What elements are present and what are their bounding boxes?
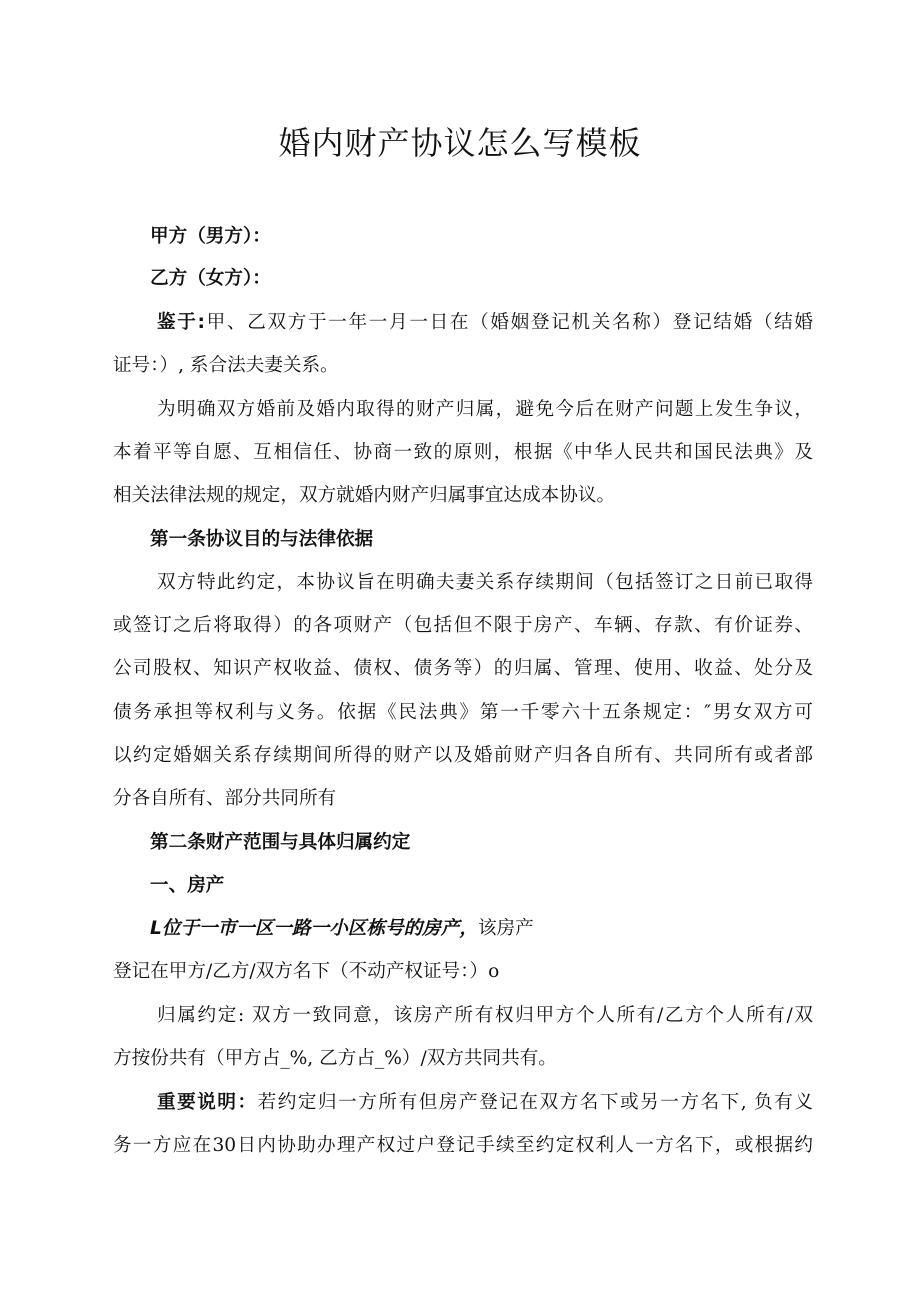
note-line-2: 务一方应在30日内协助办理产权过户登记手续至约定权利人一方名下，或根据约 [113,1135,813,1156]
whereas-label: 鉴于: [157,312,205,333]
purpose-line-1: 为明确双方婚前及婚内取得的财产归属，避免今后在财产问题上发生争议， [157,399,813,420]
house-registration: 登记在甲方/乙方/双方名下（不动产权证号：）o [113,961,500,982]
house-location-rest: 该房产 [477,918,534,939]
article-1-heading: 第一条协议目的与法律依据 [150,529,374,550]
whereas-text-1: 甲、乙双方于一年一月一日在（婚姻登记机关名称）登记结婚（结婚 [204,312,813,333]
ownership-line-2: 方按份共有（甲方占_%, 乙方占_%）/双方共同共有。 [113,1048,557,1069]
article-2-heading: 第二条财产范围与具体归属约定 [150,832,411,853]
whereas-line-2: 证号：）, 系合法夫妻关系。 [113,355,339,376]
note-line-1 [157,1090,813,1116]
purpose-line-2: 本着平等自愿、互相信任、协商一致的原则，根据《中华人民共和国民法典》及 [113,442,813,463]
house-location: L位于一市一区一路一小区栋号的房产， [150,918,478,939]
ownership-line-1: 归属约定: 双方一致同意，该房产所有权归甲方个人所有/乙方个人所有/双 [157,1005,813,1026]
article-1-line-6: 分各自所有、部分共同所有 [113,788,337,809]
note-text-1: 若约定归一方所有但房产登记在双方名下或另一方名下, 负有义 [257,1092,813,1113]
party-b-label: 乙方（女方）： [150,268,271,289]
section-1-heading: 一、房产 [150,875,225,896]
whereas-line-1 [157,310,813,336]
article-1-line-3: 公司股权、知识产权收益、债权、债务等）的归属、管理、使用、收益、处分及 [113,658,813,679]
party-a-label: 甲方（男方）： [150,226,271,247]
article-1-line-4: 债务承担等权利与义务。依据《民法典》第一千零六十五条规定：″男女双方可 [113,702,813,723]
purpose-line-3: 相关法律法规的规定，双方就婚内财产归属事宜达成本协议。 [113,485,616,506]
note-label: 重要说明： [157,1092,258,1113]
article-1-line-2: 或签订之后将取得）的各项财产（包括但不限于房产、车辆、存款、有价证券、 [113,615,813,636]
house-line [150,916,850,942]
article-1-line-5: 以约定婚姻关系存续期间所得的财产以及婚前财产归各自所有、共同所有或者部 [113,745,813,766]
document-title: 婚内财产协议怎么写模板 [278,124,642,162]
article-1-line-1: 双方特此约定，本协议旨在明确夫妻关系存续期间（包括签订之日前已取得 [157,572,813,593]
